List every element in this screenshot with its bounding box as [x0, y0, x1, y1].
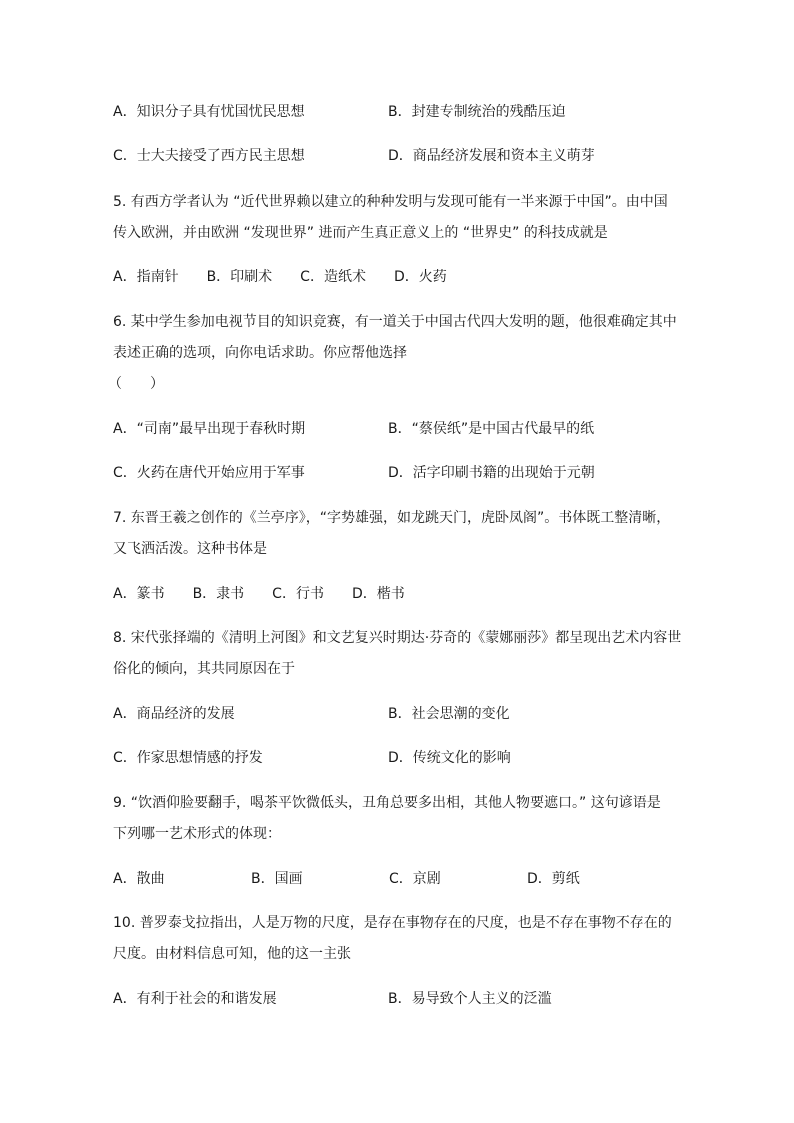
question-8-line-1: 8. 宋代张择端的《清明上河图》和文艺复兴时期达·芬奇的《蒙娜丽莎》都呈现出艺术内容世	[113, 630, 682, 646]
question-9-options	[113, 870, 673, 888]
question-7-line-1: 7. 东晋王羲之创作的《兰亭序》，“字势雄强，如龙跳天门，虎卧凤阁”。书体既工整清晰，	[113, 510, 671, 526]
option-c: C．京剧	[389, 871, 441, 887]
question-6-line-1: 6. 某中学生参加电视节目的知识竞赛，有一道关于中国古代四大发明的题，他很难确定其中	[113, 314, 677, 330]
question-10-line-1: 10. 普罗泰戈拉指出，人是万物的尺度，是存在事物存在的尺度，也是不存在事物不存在的	[113, 915, 672, 931]
question-10-line-2: 尺度。由材料信息可知，他的这一主张	[113, 946, 351, 962]
question-5-line-2: 传入欧洲，并由欧洲 “发现世界” 进而产生真正意义上的 “世界史” 的科技成就是	[113, 225, 608, 241]
option-d: D．传统文化的影响	[388, 750, 511, 766]
option-d: D．剪纸	[527, 871, 580, 887]
question-9-line-1: 9. “饮酒仰脸要翻手，喝茶平饮微低头，丑角总要多出相，其他人物要遮口。” 这句谚语是	[113, 795, 661, 811]
option-a: A．散曲	[113, 871, 165, 887]
question-8-line-2: 俗化的倾向，其共同原因在于	[113, 661, 295, 677]
option-b: B．封建专制统治的残酷压迫	[388, 104, 566, 120]
question-6-line-2: 表述正确的选项，向你电话求助。你应帮他选择	[113, 345, 407, 361]
option-a: A．知识分子具有忧国忧民思想	[113, 104, 305, 120]
question-5-options: A．指南针 B．印刷术 C．造纸术 D．火药	[113, 269, 447, 285]
question-7-options: A．篆书 B．隶书 C．行书 D．楷书	[113, 586, 405, 602]
option-d: D．商品经济发展和资本主义萌芽	[388, 148, 595, 164]
option-b: B．易导致个人主义的泛滥	[388, 991, 552, 1007]
question-5-line-1: 5. 有西方学者认为 “近代世界赖以建立的种种发明与发现可能有一半来源于中国”。由中国	[113, 194, 668, 210]
question-7-line-2: 又飞洒活泼。这种书体是	[113, 541, 267, 557]
question-6-answer-paren: （ ）	[108, 376, 164, 392]
question-9-line-2: 下列哪一艺术形式的体现：	[113, 826, 281, 842]
option-b: B．“蔡侯纸”是中国古代最早的纸	[388, 421, 595, 437]
option-c: C．火药在唐代开始应用于军事	[113, 465, 305, 481]
option-a: A．有利于社会的和谐发展	[113, 991, 277, 1007]
option-a: A．“司南”最早出现于春秋时期	[113, 421, 306, 437]
option-b: B．国画	[251, 871, 303, 887]
option-d: D．活字印刷书籍的出现始于元朝	[388, 465, 595, 481]
option-b: B．社会思潮的变化	[388, 706, 510, 722]
option-c: C．士大夫接受了西方民主思想	[113, 148, 305, 164]
option-a: A．商品经济的发展	[113, 706, 235, 722]
option-c: C．作家思想情感的抒发	[113, 750, 263, 766]
